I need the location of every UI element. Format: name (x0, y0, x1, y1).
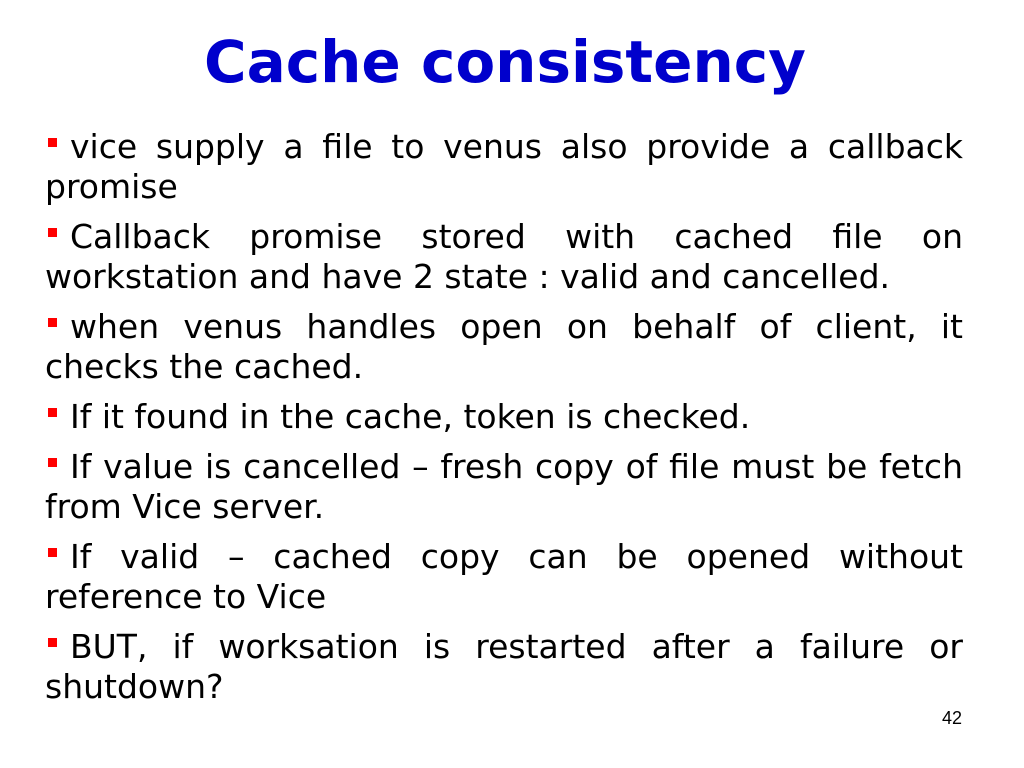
bullet-item (45, 127, 963, 207)
square-bullet-icon (45, 537, 70, 577)
bullet-text: If valid – cached copy can be opened without reference to Vice (45, 537, 963, 616)
square-bullet-icon (45, 627, 70, 667)
bullet-item (45, 447, 963, 527)
square-bullet-icon (45, 447, 70, 487)
bullet-list (45, 127, 963, 707)
bullet-text: BUT, if worksation is restarted after a failure or shutdown? (45, 627, 963, 706)
page-number: 42 (941, 708, 963, 728)
bullet-text: If value is cancelled – fresh copy of file must be fetch from Vice server. (45, 447, 963, 526)
square-bullet-icon (45, 217, 70, 257)
bullet-item (45, 217, 963, 297)
square-bullet-icon (45, 307, 70, 347)
square-bullet-icon (45, 397, 70, 437)
slide-title: Cache consistency (204, 28, 806, 96)
square-bullet-icon (45, 127, 70, 167)
bullet-item (45, 537, 963, 617)
bullet-text: If it found in the cache, token is checked. (70, 397, 751, 436)
bullet-text: vice supply a file to venus also provide a callback promise (45, 127, 963, 206)
bullet-item (45, 307, 963, 387)
bullet-item (45, 397, 963, 437)
bullet-text: when venus handles open on behalf of client, it checks the cached. (45, 307, 963, 386)
bullet-item (45, 627, 963, 707)
bullet-text: Callback promise stored with cached file on workstation and have 2 state : valid and cancelled. (45, 217, 963, 296)
